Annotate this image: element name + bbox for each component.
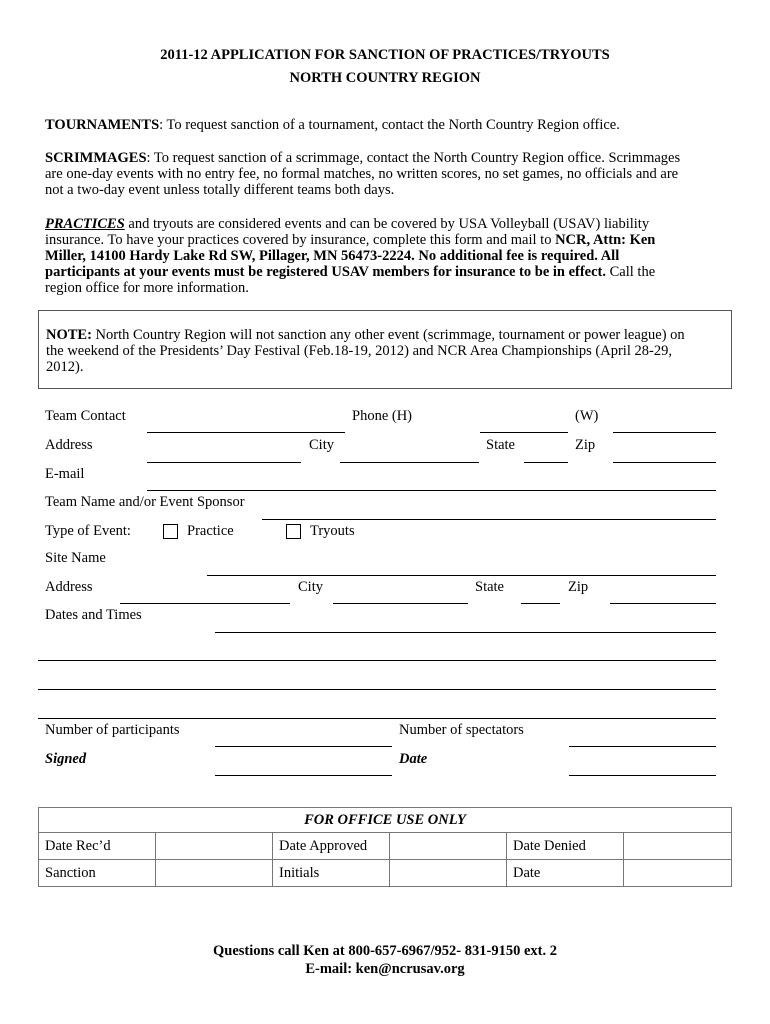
tryouts-label: Tryouts <box>310 523 355 539</box>
practices-line3b: . No additional fee is required. All <box>411 248 620 264</box>
date-recd-cell[interactable] <box>156 833 273 860</box>
site-name-field[interactable] <box>207 575 716 576</box>
office-use-table <box>38 807 732 887</box>
date-field[interactable] <box>569 775 716 776</box>
phone-h-label: Phone (H) <box>352 408 413 424</box>
email-label: E-mail <box>45 466 85 482</box>
practices-heading: PRACTICES <box>45 216 125 232</box>
scrimmages-heading: SCRIMMAGES <box>45 150 147 166</box>
page-subtitle: NORTH COUNTRY REGION <box>289 70 481 86</box>
dates-times-line-3[interactable] <box>38 689 716 690</box>
practices-line3: Miller, 14100 Hardy Lake Rd SW, Pillager, MN 56473-2224 <box>45 248 412 264</box>
footer-phone: Questions call Ken at 800-657-6967/952- 831-9150 ext. 2 <box>213 943 557 959</box>
phone-w-field[interactable] <box>613 432 716 433</box>
practices-paragraph <box>45 216 725 296</box>
practices-line1: and tryouts are considered events and can be covered by USA Volleyball (USAV) liability <box>124 216 650 232</box>
table-row <box>39 860 732 887</box>
signature-field[interactable] <box>215 775 392 776</box>
note-line3: 2012). <box>46 359 84 375</box>
team-contact-label: Team Contact <box>45 408 126 424</box>
site-city-field[interactable] <box>333 603 468 604</box>
note-box <box>38 310 732 389</box>
scrimmages-line2: are one-day events with no entry fee, no formal matches, no written scores, no set games, no officials and are <box>45 166 679 182</box>
site-state-label: State <box>475 579 504 595</box>
zip-field[interactable] <box>613 462 716 463</box>
date-denied-cell[interactable] <box>624 833 732 860</box>
initials-cell[interactable] <box>390 860 507 887</box>
address-label: Address <box>45 437 93 453</box>
practices-line5: region office for more information. <box>45 280 249 296</box>
page-title: 2011-12 APPLICATION FOR SANCTION OF PRACTICES/TRYOUTS <box>160 47 610 63</box>
note-line2: the weekend of the Presidents’ Day Festival (Feb.18-19, 2012) and NCR Area Championships (April 28-29, <box>46 343 672 359</box>
tryouts-checkbox[interactable] <box>286 524 301 539</box>
site-city-label: City <box>298 579 323 595</box>
dates-times-label: Dates and Times <box>45 607 142 623</box>
sanction-cell[interactable] <box>156 860 273 887</box>
practices-line4b: Call the <box>606 264 656 280</box>
note-heading: NOTE: <box>46 327 92 343</box>
city-field[interactable] <box>340 462 479 463</box>
practices-line2b: NCR, Attn: Ken <box>555 232 656 248</box>
dates-times-field[interactable] <box>215 632 716 633</box>
date-label: Date <box>399 751 428 767</box>
date-approved-label: Date Approved <box>273 833 390 860</box>
team-name-field[interactable] <box>262 519 716 520</box>
office-date-label: Date <box>507 860 624 887</box>
tournaments-text: : To request sanction of a tournament, contact the North Country Region office. <box>159 117 620 133</box>
city-label: City <box>309 437 334 453</box>
date-approved-cell[interactable] <box>390 833 507 860</box>
team-contact-field[interactable] <box>147 432 345 433</box>
participants-label: Number of participants <box>45 722 180 738</box>
spectators-field[interactable] <box>569 746 716 747</box>
phone-h-field[interactable] <box>480 432 568 433</box>
signed-label: Signed <box>45 751 87 767</box>
participants-field[interactable] <box>215 746 392 747</box>
dates-times-line-4[interactable] <box>38 718 716 719</box>
practice-label: Practice <box>187 523 234 539</box>
zip-label: Zip <box>575 437 596 453</box>
site-name-label: Site Name <box>45 550 106 566</box>
phone-w-label: (W) <box>575 408 599 424</box>
date-denied-label: Date Denied <box>507 833 624 860</box>
state-label: State <box>486 437 515 453</box>
dates-times-line-2[interactable] <box>38 660 716 661</box>
spectators-label: Number of spectators <box>399 722 524 738</box>
practices-line4a: participants at your events must be registered USAV members for insurance to be in effect. <box>45 264 607 280</box>
site-zip-label: Zip <box>568 579 589 595</box>
email-field[interactable] <box>147 490 716 491</box>
office-use-heading: FOR OFFICE USE ONLY <box>39 808 732 833</box>
footer-email: E-mail: ken@ncrusav.org <box>305 961 465 977</box>
team-name-label: Team Name and/or Event Sponsor <box>45 494 245 510</box>
tournaments-heading: TOURNAMENTS <box>45 117 160 133</box>
scrimmages-paragraph <box>45 150 725 198</box>
initials-label: Initials <box>273 860 390 887</box>
address-field[interactable] <box>147 462 301 463</box>
sanction-label: Sanction <box>39 860 156 887</box>
office-date-cell[interactable] <box>624 860 732 887</box>
table-row <box>39 833 732 860</box>
scrimmages-line1: : To request sanction of a scrimmage, contact the North Country Region office. Scrimmages <box>146 150 681 166</box>
site-address-label: Address <box>45 579 93 595</box>
site-zip-field[interactable] <box>610 603 716 604</box>
scrimmages-line3: not a two-day event unless totally different teams both days. <box>45 182 395 198</box>
state-field[interactable] <box>524 462 568 463</box>
tournaments-paragraph <box>45 117 725 133</box>
note-line1: North Country Region will not sanction any other event (scrimmage, tournament or power league) on <box>91 327 685 343</box>
site-state-field[interactable] <box>521 603 560 604</box>
practice-checkbox[interactable] <box>163 524 178 539</box>
type-of-event-label: Type of Event: <box>45 523 131 539</box>
site-address-field[interactable] <box>120 603 290 604</box>
practices-line2a: insurance. To have your practices covered by insurance, complete this form and mail to <box>45 232 556 248</box>
date-recd-label: Date Rec’d <box>39 833 156 860</box>
